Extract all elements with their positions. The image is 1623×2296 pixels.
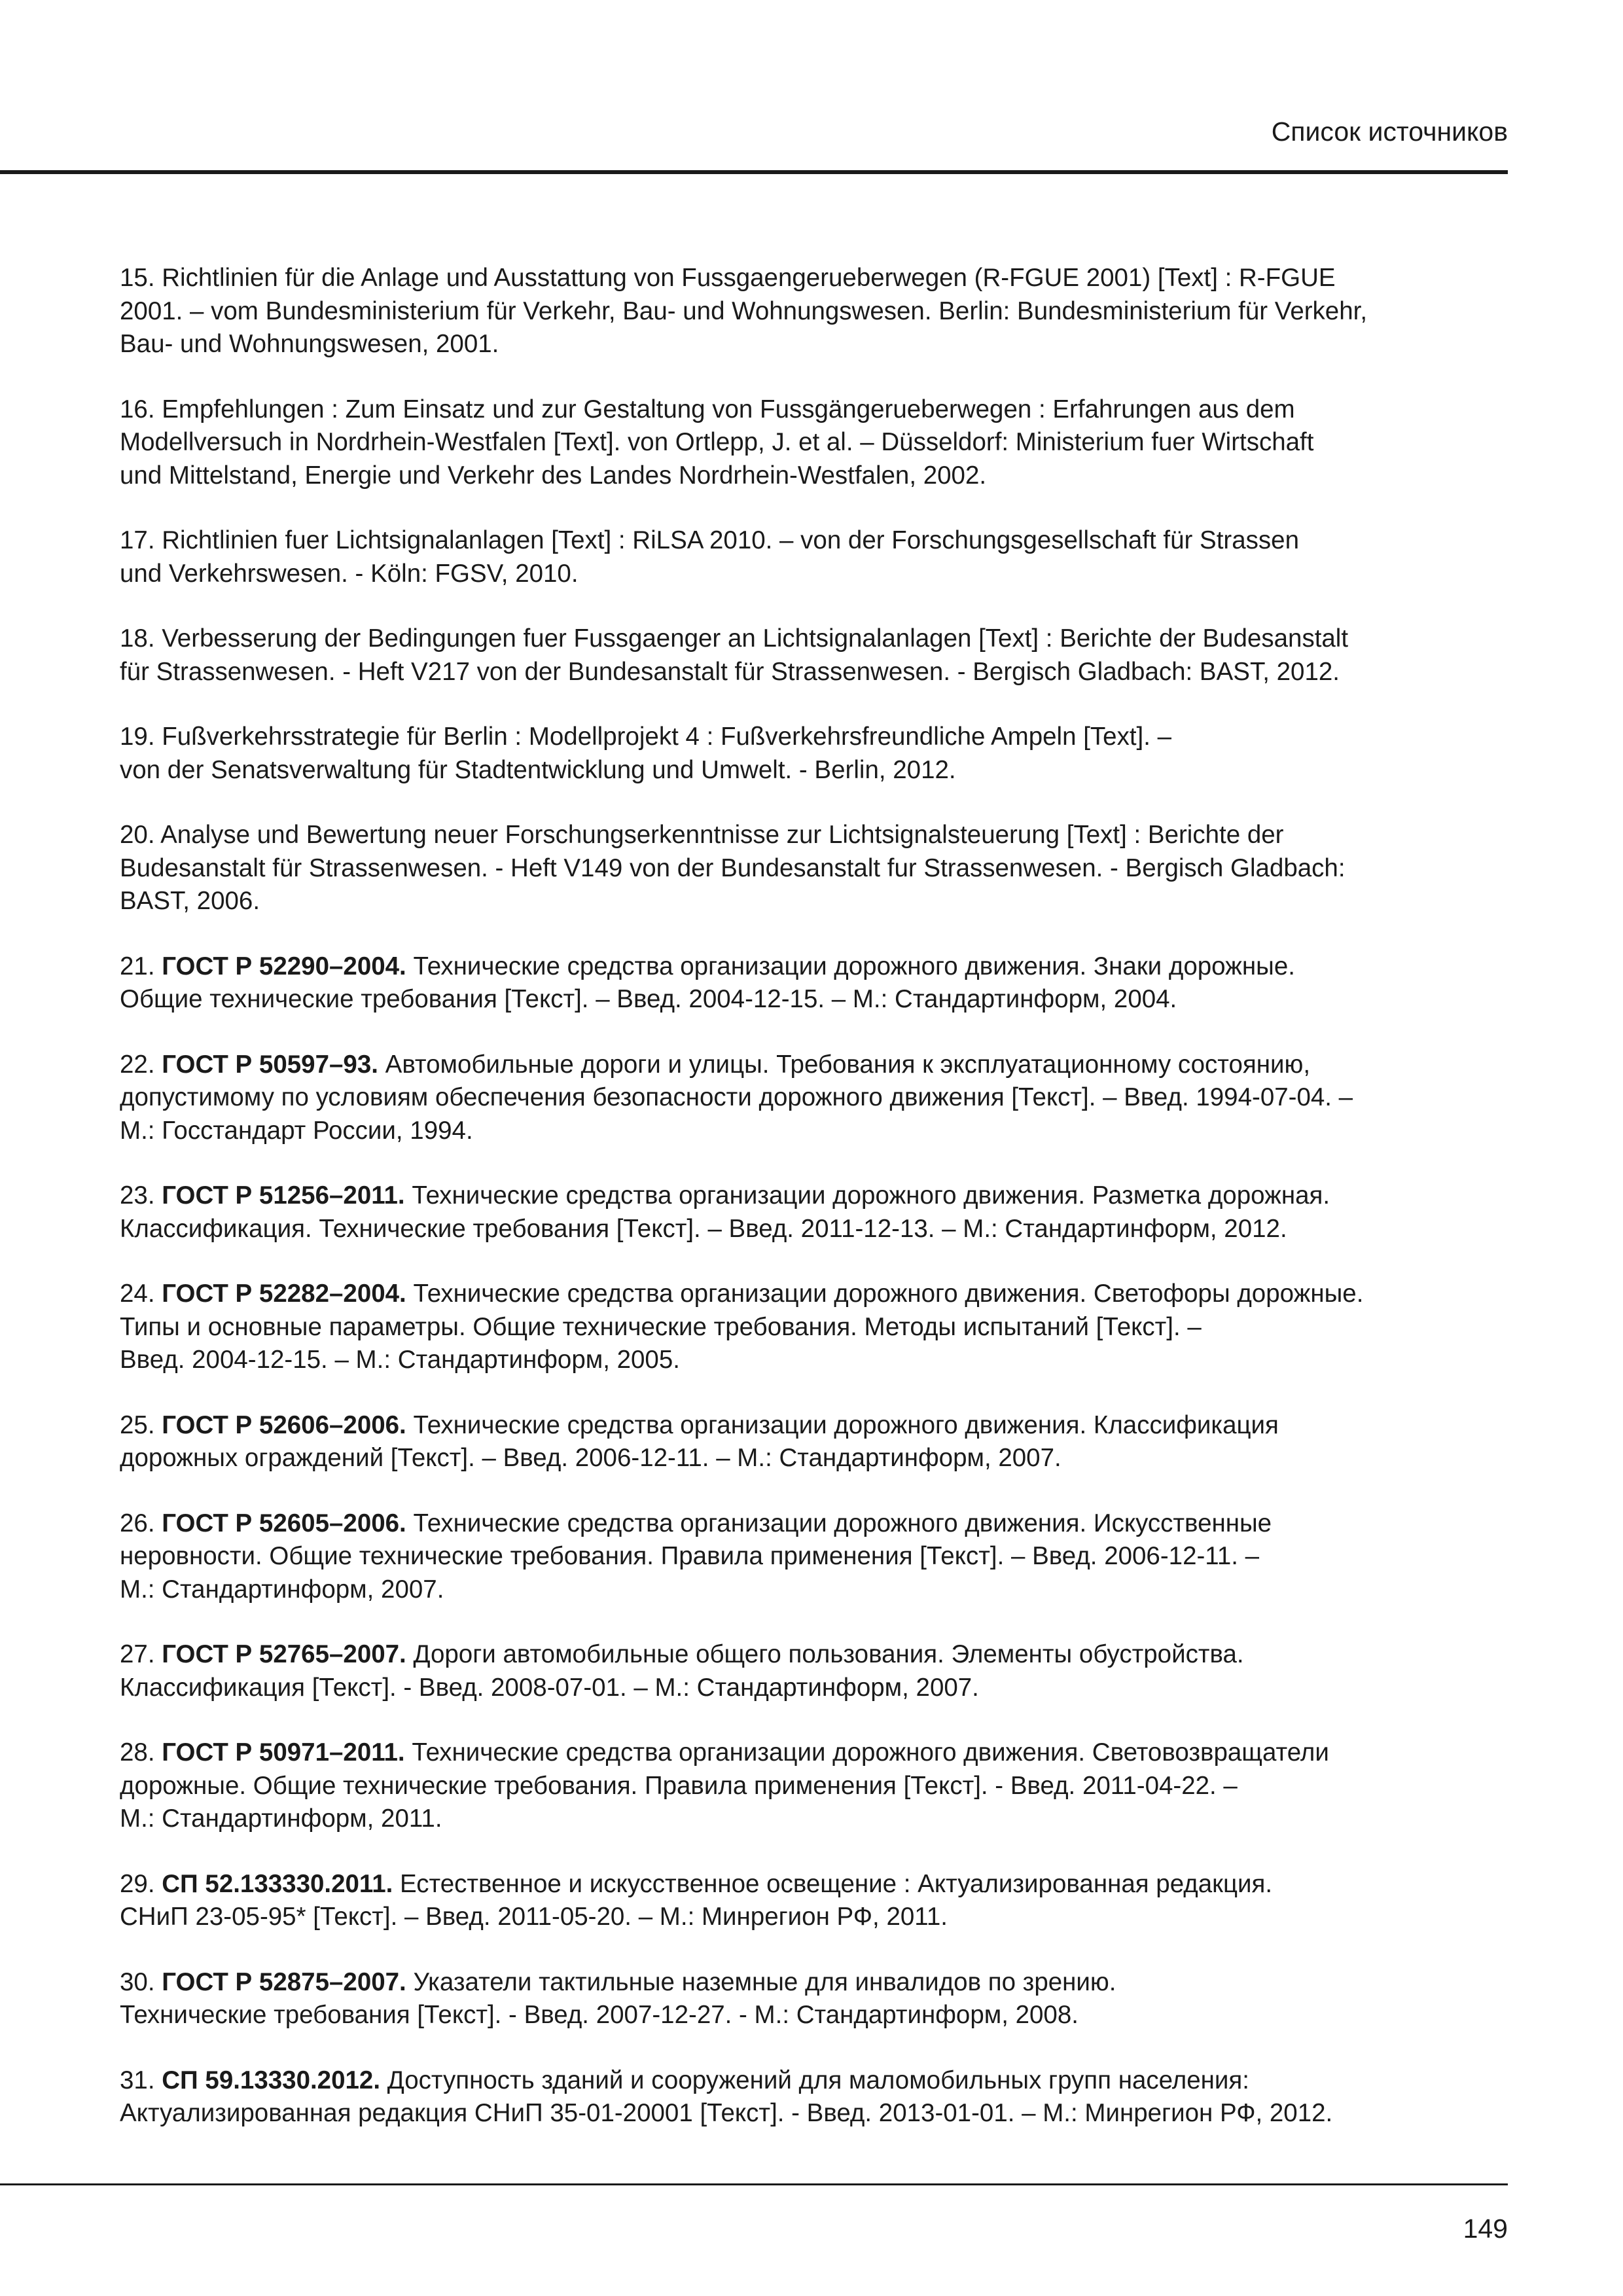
reference-text: BAST, 2006. <box>120 887 260 915</box>
reference-line <box>120 819 1514 852</box>
reference-line <box>120 721 1514 754</box>
reference-number: 29. <box>120 1869 155 1898</box>
reference-text: Технические средства организации дорожного движения. Светофоры дорожные. <box>413 1280 1364 1308</box>
reference-line <box>120 1672 1514 1705</box>
reference-line <box>120 1770 1514 1803</box>
reference-line <box>120 1736 1514 1770</box>
reference-item <box>120 721 1514 787</box>
reference-text: неровности. Общие технические требования. Правила применения [Текст]. – Введ. 2006-12-11. – <box>120 1542 1260 1570</box>
reference-text: Empfehlungen : Zum Einsatz und zur Gestaltung von Fussgängerueberwegen : Erfahrungen aus dem <box>162 395 1295 423</box>
standard-code: ГОСТ Р 52290–2004. <box>162 952 406 980</box>
reference-line <box>120 328 1514 361</box>
reference-text: Типы и основные параметры. Общие технические требования. Методы испытаний [Текст]. – <box>120 1312 1202 1341</box>
reference-text: Общие технические требования [Текст]. – Введ. 2004-12-15. – М.: Стандартинформ, 2004. <box>120 985 1177 1013</box>
reference-line <box>120 459 1514 493</box>
reference-text: Указатели тактильные наземные для инвалидов по зрению. <box>413 1967 1116 1996</box>
standard-code: ГОСТ Р 50597–93. <box>162 1050 378 1079</box>
reference-item <box>120 262 1514 361</box>
reference-line <box>120 1442 1514 1475</box>
reference-number: 23. <box>120 1181 155 1210</box>
header-rule <box>0 170 1508 174</box>
reference-text: Классификация [Текст]. - Введ. 2008-07-01. – М.: Стандартинформ, 2007. <box>120 1673 979 1702</box>
reference-line <box>120 622 1514 656</box>
reference-text: und Verkehrswesen. - Köln: FGSV, 2010. <box>120 559 579 588</box>
reference-text: Доступность зданий и сооружений для маломобильных групп населения: <box>387 2066 1249 2094</box>
reference-text: und Mittelstand, Energie und Verkehr des Landes Nordrhein-Westfalen, 2002. <box>120 461 987 490</box>
standard-code: ГОСТ Р 51256–2011. <box>162 1181 405 1210</box>
reference-line <box>120 1213 1514 1246</box>
reference-number: 16. <box>120 395 155 423</box>
reference-line <box>120 1966 1514 2000</box>
reference-line <box>120 393 1514 427</box>
reference-list <box>120 262 1514 2162</box>
reference-item <box>120 1278 1514 1377</box>
reference-number: 20. <box>120 821 155 849</box>
reference-number: 31. <box>120 2066 155 2094</box>
reference-line <box>120 1311 1514 1344</box>
reference-item <box>120 950 1514 1016</box>
reference-line <box>120 1049 1514 1082</box>
standard-code: ГОСТ Р 50971–2011. <box>162 1738 405 1767</box>
reference-line <box>120 262 1514 295</box>
reference-line <box>120 1638 1514 1672</box>
reference-text: Richtlinien fuer Lichtsignalanlagen [Text] : RiLSA 2010. – von der Forschungsgesellschaft für Strassen <box>162 526 1299 554</box>
reference-number: 19. <box>120 723 155 751</box>
footer-rule <box>0 2183 1508 2185</box>
reference-text: М.: Стандартинформ, 2011. <box>120 1804 442 1833</box>
reference-item <box>120 2064 1514 2130</box>
reference-text: Verbesserung der Bedingungen fuer Fussgaenger an Lichtsignalanlagen [Text] : Berichte der Budesanstalt <box>162 624 1349 653</box>
reference-text: дорожные. Общие технические требования. Правила применения [Текст]. - Введ. 2011-04-22. – <box>120 1771 1238 1800</box>
reference-number: 25. <box>120 1410 155 1439</box>
reference-line <box>120 524 1514 558</box>
reference-text: Modellversuch in Nordrhein-Westfalen [Text]. von Ortlepp, J. et al. – Düsseldorf: Ministerium fuer Wirtschaft <box>120 428 1314 456</box>
reference-number: 21. <box>120 952 155 980</box>
reference-text: Дороги автомобильные общего пользования. Элементы обустройства. <box>413 1640 1244 1668</box>
standard-code: ГОСТ Р 52605–2006. <box>162 1509 406 1537</box>
standard-code: СП 52.133330.2011. <box>162 1869 393 1898</box>
reference-line <box>120 2064 1514 2098</box>
reference-line <box>120 1115 1514 1148</box>
reference-number: 24. <box>120 1280 155 1308</box>
reference-text: М.: Стандартинформ, 2007. <box>120 1575 444 1604</box>
reference-line <box>120 983 1514 1016</box>
reference-text: Bau- und Wohnungswesen, 2001. <box>120 330 499 358</box>
reference-number: 27. <box>120 1640 155 1668</box>
reference-line <box>120 1540 1514 1573</box>
standard-code: ГОСТ Р 52282–2004. <box>162 1280 406 1308</box>
reference-text: Richtlinien für die Anlage und Ausstattung von Fussgaengerueberwegen (R-FGUE 2001) [Text] : R-FGUE <box>162 264 1336 292</box>
reference-number: 18. <box>120 624 155 653</box>
reference-text: Fußverkehrsstrategie für Berlin : Modellprojekt 4 : Fußverkehrsfreundliche Ampeln [Text]. – <box>162 723 1172 751</box>
reference-text: дорожных ограждений [Текст]. – Введ. 2006-12-11. – М.: Стандартинформ, 2007. <box>120 1444 1061 1472</box>
reference-line <box>120 295 1514 329</box>
reference-number: 15. <box>120 264 155 292</box>
reference-text: СНиП 23-05-95* [Текст]. – Введ. 2011-05-20. – М.: Минрегион РФ, 2011. <box>120 1903 948 1931</box>
reference-line <box>120 656 1514 689</box>
reference-item <box>120 1179 1514 1246</box>
reference-item <box>120 1049 1514 1148</box>
reference-line <box>120 1573 1514 1607</box>
reference-item <box>120 1638 1514 1704</box>
standard-code: ГОСТ Р 52606–2006. <box>162 1410 406 1439</box>
standard-code: ГОСТ Р 52765–2007. <box>162 1640 406 1668</box>
reference-text: Автомобильные дороги и улицы. Требования к эксплуатационному состоянию, <box>385 1050 1311 1079</box>
reference-number: 26. <box>120 1509 155 1537</box>
reference-text: допустимому по условиям обеспечения безопасности дорожного движения [Текст]. – Введ. 1994-07-04. – <box>120 1083 1353 1111</box>
reference-text: М.: Госстандарт России, 1994. <box>120 1116 473 1145</box>
reference-item <box>120 819 1514 918</box>
reference-number: 30. <box>120 1967 155 1996</box>
standard-code: СП 59.13330.2012. <box>162 2066 381 2094</box>
reference-item <box>120 1966 1514 2032</box>
reference-item <box>120 524 1514 590</box>
reference-item <box>120 1507 1514 1607</box>
reference-line <box>120 1179 1514 1213</box>
reference-line <box>120 1803 1514 1836</box>
reference-text: Введ. 2004-12-15. – М.: Стандартинформ, 2005. <box>120 1346 680 1374</box>
reference-number: 28. <box>120 1738 155 1767</box>
reference-line <box>120 1868 1514 1901</box>
reference-text: für Strassenwesen. - Heft V217 von der Bundesanstalt für Strassenwesen. - Bergisch Gladbach: BAST, 2012. <box>120 657 1340 686</box>
reference-number: 22. <box>120 1050 155 1079</box>
reference-line <box>120 950 1514 984</box>
standard-code: ГОСТ Р 52875–2007. <box>162 1967 406 1996</box>
reference-line <box>120 852 1514 886</box>
reference-line <box>120 1507 1514 1541</box>
reference-number: 17. <box>120 526 155 554</box>
reference-line <box>120 2097 1514 2130</box>
reference-text: Технические средства организации дорожного движения. Разметка дорожная. <box>412 1181 1330 1210</box>
reference-line <box>120 1344 1514 1377</box>
page-number: 149 <box>1463 2214 1508 2244</box>
reference-text: Естественное и искусственное освещение : Актуализированная редакция. <box>400 1869 1273 1898</box>
reference-text: Классификация. Технические требования [Текст]. – Введ. 2011-12-13. – М.: Стандартинформ, 2012. <box>120 1214 1287 1243</box>
reference-text: Budesanstalt für Strassenwesen. - Heft V149 von der Bundesanstalt fur Strassenwesen. - Bergisch Gladbach: <box>120 853 1346 882</box>
reference-line <box>120 558 1514 591</box>
reference-line <box>120 1278 1514 1311</box>
reference-line <box>120 1409 1514 1443</box>
reference-text: Analyse und Bewertung neuer Forschungserkenntnisse zur Lichtsignalsteuerung [Text] : Berichte der <box>160 821 1284 849</box>
reference-line <box>120 885 1514 918</box>
reference-text: von der Senatsverwaltung für Stadtentwicklung und Umwelt. - Berlin, 2012. <box>120 755 956 784</box>
reference-line <box>120 754 1514 787</box>
reference-text: Технические средства организации дорожного движения. Световозвращатели <box>412 1738 1329 1767</box>
reference-line <box>120 1999 1514 2032</box>
reference-text: 2001. – vom Bundesministerium für Verkehr, Bau- und Wohnungswesen. Berlin: Bundesministerium für Verkehr, <box>120 296 1368 325</box>
reference-text: Технические средства организации дорожного движения. Искусственные <box>413 1509 1272 1537</box>
reference-item <box>120 1736 1514 1836</box>
reference-item <box>120 1409 1514 1475</box>
reference-item <box>120 622 1514 689</box>
reference-line <box>120 426 1514 459</box>
reference-text: Технические средства организации дорожного движения. Знаки дорожные. <box>413 952 1295 980</box>
running-title: Список источников <box>1271 117 1508 147</box>
reference-text: Технические средства организации дорожного движения. Классификация <box>413 1410 1279 1439</box>
reference-item <box>120 1868 1514 1934</box>
reference-text: Технические требования [Текст]. - Введ. 2007-12-27. - М.: Стандартинформ, 2008. <box>120 2001 1079 2029</box>
reference-line <box>120 1081 1514 1115</box>
reference-item <box>120 393 1514 493</box>
reference-line <box>120 1901 1514 1934</box>
reference-text: Актуализированная редакция СНиП 35-01-20001 [Текст]. - Введ. 2013-01-01. – М.: Минрегион РФ, 2012. <box>120 2099 1333 2127</box>
